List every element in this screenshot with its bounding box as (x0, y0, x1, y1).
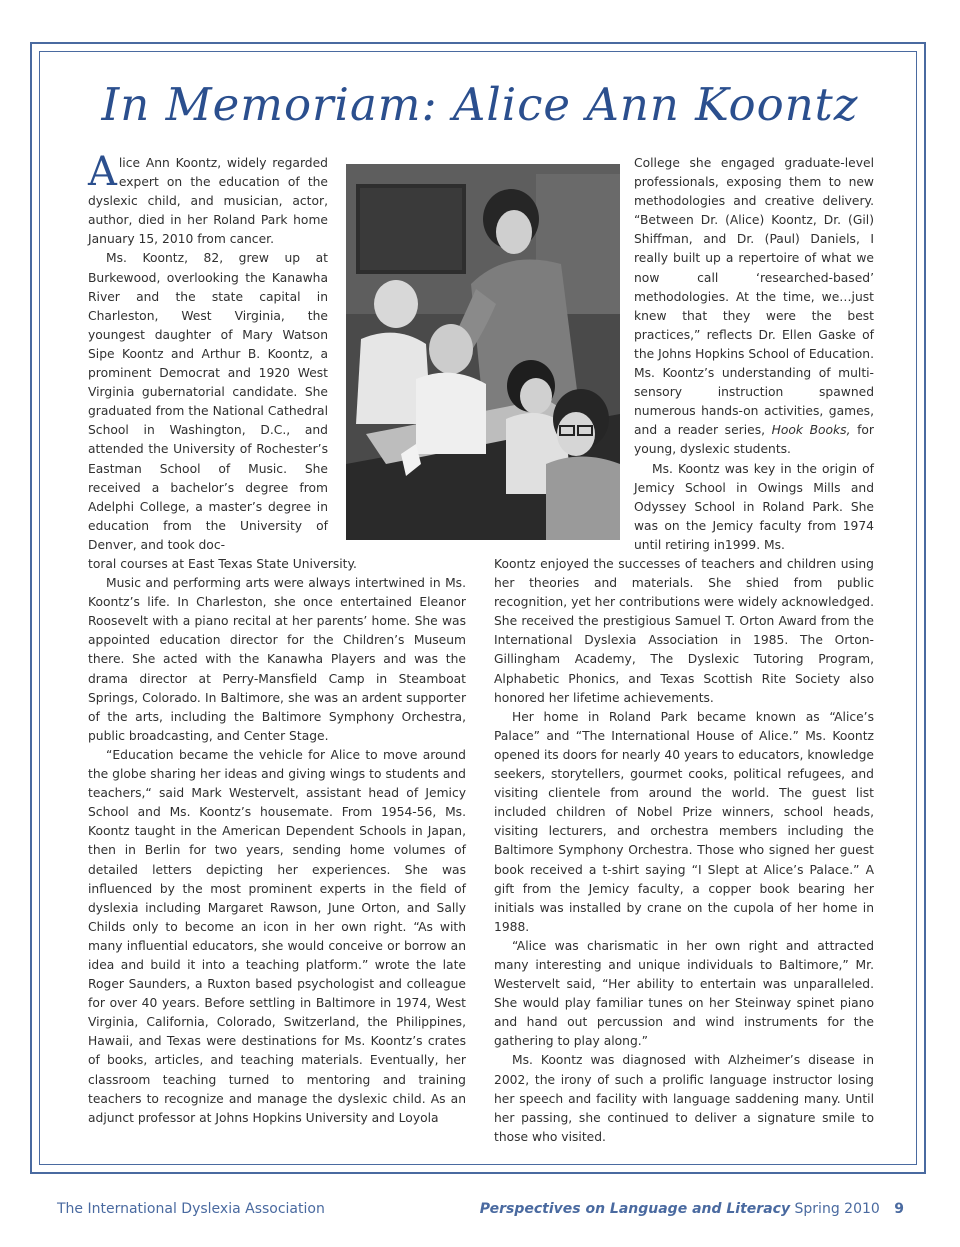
classroom-photo (346, 164, 620, 540)
paragraph-recognition: Koontz enjoyed the successes of teachers and children using her theories and materials. She shied from public recognition, yet her contributions were widely acknowledged. She received the prestigious Samuel T. Orton Award from the International Dyslexia Association in 1985. The Orton-Gillingham Academy, The Dyslexic Tutoring Program, Alphabetic Phonics, and Texas Scottish Rite Society also honored her lifetime achievements. (494, 557, 874, 705)
footer-organization: The International Dyslexia Association (57, 1201, 325, 1217)
paragraph-charisma: “Alice was charismatic in her own right and attracted many interesting and unique individuals to Baltimore,” Mr. Westervelt said, “Her ability to entertain was unparalleled. She would play familiar tunes on her Steinway spinet piano and hand out percussion and wind instruments for the gathering to play along.” (494, 938, 874, 1049)
paragraph-early-life: Ms. Koontz, 82, grew up at Burkewood, overlooking the Kanawha River and the state capital in Charleston, West Virginia, the youngest daughter of Mary Watson Sipe Koontz and Arthur B. Koontz, a prominent Democrat and 1920 West Virginia gubernatorial candidate. She graduated from the National Cathedral School in Washington, D.C., and attended the University of Rochester’s Eastman School of Music. She received a bachelor’s degree from Adelphi College, a master’s degree in education from the University of Denver, and took doc- (88, 251, 328, 552)
footer-publication-info (480, 1201, 904, 1217)
page-number: 9 (894, 1201, 904, 1217)
right-column-top (634, 154, 874, 555)
left-column-bottom (88, 555, 466, 1128)
paragraph-intro: Alice Ann Koontz, widely regarded expert on the education of the dyslexic child, and musician, actor, author, died in her Roland Park home January 15, 2010 from cancer. (88, 149, 328, 247)
article-title: In Memoriam: Alice Ann Koontz (101, 78, 859, 131)
paragraph-final: Ms. Koontz was diagnosed with Alzheimer’s disease in 2002, the irony of such a prolific language instructor losing her speech and facility with language saddening many. Until her passing, she continued to deliver a signature smile to those who visited. (494, 1053, 874, 1144)
left-column-top (88, 149, 328, 555)
book-series-title: Hook Books, (771, 423, 851, 438)
drop-cap: A (88, 149, 117, 195)
paragraph-continuation: toral courses at East Texas State University. (88, 557, 357, 571)
paragraph-home: Her home in Roland Park became known as “Alice’s Palace” and “The International House of Alice.” Ms. Koontz opened its doors for nearly 40 years to educators, knowledge seekers, storytellers, gourmet cooks, political refugees, and visiting clientele from around the world. The guest list included children of Nobel Prize winners, school heads, visiting lecturers, and orchestra members including the Baltimore Symphony Orchestra. Those who signed her guest book received a t-shirt saying “I Slept at Alice’s Palace.” A gift from the Jemicy faculty, a copper book bearing her initials was installed by crane on the cupola of her home in 1988. (494, 709, 874, 934)
footer-publication: Perspectives on Language and Literacy (479, 1201, 791, 1217)
paragraph-jemicy: Ms. Koontz was key in the origin of Jemicy School in Owings Mills and Odyssey School in Roland Park. She was on the Jemicy faculty from 1974 until retiring in1999. Ms. (634, 461, 874, 552)
right-column-bottom (494, 555, 874, 1147)
paragraph-education: “Education became the vehicle for Alice to move around the globe sharing her ideas and giving wings to students and teachers,“ said Mark Westervelt, assistant head of Jemicy School and Ms. Koontz’s housemate. From 1954-56, Ms. Koontz taught in the American Dependent Schools in Japan, then in Berlin for two years, sending home volumes of detailed letters depicting her experiences. She was influenced by the most prominent experts in the field of dyslexia including Margaret Rawson, June Orton, and Sally Childs only to become an icon in her own right. “As with many influential educators, she would conceive or borrow an idea and build it into a teaching platform.” wrote the late Roger Saunders, a Ruxton based psychologist and colleague for over 40 years. Before settling in Baltimore in 1974, West Virginia, California, Colorado, Switzerland, the Philippines, Hawaii, and Texas were destinations for Ms. Koontz’s crates of books, articles, and teaching materials. Eventually, her classroom teaching turned to mentoring and training teachers to recognize and manage the dyslexic child. As an adjunct professor at Johns Hopkins University and Loyola (88, 747, 466, 1125)
footer-issue: Spring 2010 (794, 1201, 880, 1217)
paragraph-arts: Music and performing arts were always intertwined in Ms. Koontz’s life. In Charleston, she once entertained Eleanor Roosevelt with a piano recital at her parents’ home. She was appointed education director for the Children’s Museum there. She acted with the Kanawha Players and was the drama director at Perry-Mansfield Camp in Steamboat Springs, Colorado. In Baltimore, she was an ardent supporter of the arts, including the Baltimore Symphony Orchestra, public broadcasting, and Center Stage. (88, 576, 466, 743)
paragraph-teaching: College she engaged graduate-level professionals, exposing them to new methodologies and creative delivery. “Between Dr. (Alice) Koontz, Dr. (Gil) Shiffman, and Dr. (Paul) Daniels, I really built up a repertoire of what we now call ‘researched-based’ methodologies. At the time, we…just knew that they were the best practices,” reflects Dr. Ellen Gaske of the Johns Hopkins School of Education. Ms. Koontz’s understanding of multi-sensory instruction spawned numerous hands-on activities, games, and a reader series, Hook Books, for young, dyslexic students. (634, 156, 874, 457)
